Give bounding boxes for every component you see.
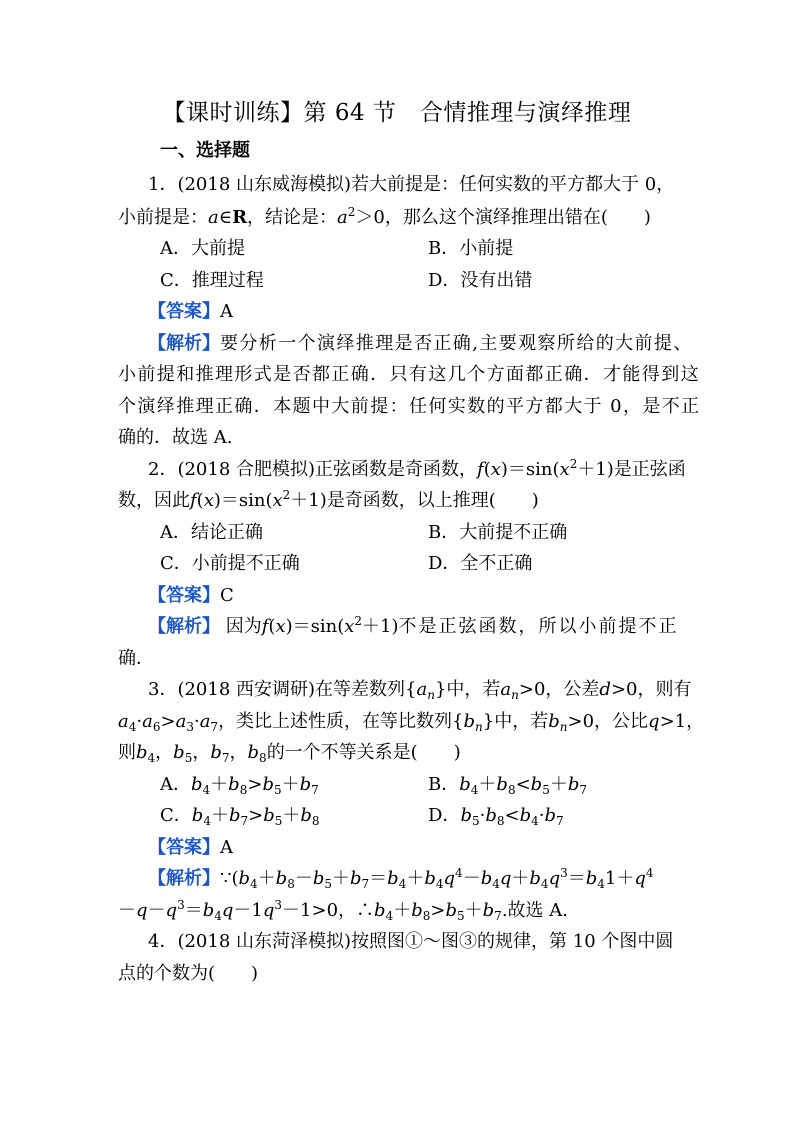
section-heading: 一、选择题	[160, 140, 250, 161]
q1-answer: 【答案】A	[148, 301, 233, 322]
q1-option-d: D．没有出错	[428, 270, 533, 291]
page-title: 【课时训练】第 64 节 合情推理与演绎推理	[162, 100, 632, 126]
q1-analysis-3: 个演绎推理正确．本题中大前提：任何实数的平方都大于 0，是不正	[118, 396, 701, 417]
q1-option-b: B．小前提	[428, 238, 514, 259]
q1-option-c: C．推理过程	[160, 270, 264, 291]
q1-analysis-4: 确的．故选 A.	[118, 427, 233, 448]
q1-analysis-2: 小前提和推理形式是否都正确．只有这几个方面都正确．才能得到这	[118, 364, 700, 385]
q3-option-d: D．$b_5\cdot b_8<b_4\cdot b_7$	[428, 805, 564, 828]
q3-answer: 【答案】A	[148, 837, 233, 858]
q3-option-c: C．$b_4+b_7>b_5+b_8$	[160, 805, 320, 828]
q1-option-a: A．大前提	[160, 238, 245, 259]
q2-answer: 【答案】C	[148, 585, 234, 606]
q4-line-2: 点的个数为( )	[118, 963, 259, 984]
q1-analysis-1: 【解析】要分析一个演绎推理是否正确,主要观察所给的大前提、	[148, 333, 693, 354]
analysis-tag: 【解析】	[148, 333, 220, 354]
q2-option-b: B．大前提不正确	[428, 522, 568, 543]
answer-tag: 【答案】	[148, 837, 220, 858]
q2-option-c: C．小前提不正确	[160, 553, 300, 574]
analysis-tag: 【解析】	[148, 868, 220, 889]
q1-line-1: 1．(2018 山东威海模拟)若大前提是：任何实数的平方都大于 0，	[148, 174, 675, 195]
q3-option-a: A．$b_4+b_8>b_5+b_7$	[160, 774, 319, 797]
q3-line-3: 则$b_4$，$b_5$，$b_7$，$b_8$的一个不等关系是( )	[118, 742, 461, 765]
q2-line-1: 2．(2018 合肥模拟)正弦函数是奇函数，$f(x)=\sin(x^2+1)$是正弦函	[148, 457, 686, 480]
q3-analysis-2: $-q-q^3=b_4q-1q^3-1>0$，$\therefore b_4+b_8>b_5+b_7$.故选 A.	[118, 898, 568, 923]
answer-tag: 【答案】	[148, 301, 220, 322]
analysis-tag: 【解析】	[148, 616, 220, 637]
q2-analysis-1: 【解析】 因为$f(x)=\sin(x^2+1)$不是正弦函数，所以小前提不正	[148, 614, 679, 637]
q2-analysis-2: 确．	[118, 648, 154, 669]
q2-line-2: 数，因此$f(x)=\sin(x^2+1)$是奇函数，以上推理( )	[118, 488, 539, 511]
q3-line-2: $a_4\cdot a_6>a_3\cdot a_7$，类比上述性质，在等比数列$\{b_n\}$中，若$b_n>0$，公比q>1，	[118, 711, 705, 734]
answer-tag: 【答案】	[148, 585, 220, 606]
q3-analysis-1: 【解析】$\because(b_4+b_8-b_5+b_7=b_4+b_4q^4-b_4q+b_4q^3=b_41+q^4$	[148, 866, 654, 891]
q4-line-1: 4．(2018 山东菏泽模拟)按照图①～图③的规律，第 10 个图中圆	[148, 931, 674, 952]
q2-option-d: D．全不正确	[428, 553, 533, 574]
q3-option-b: B．$b_4+b_8<b_5+b_7$	[428, 774, 588, 797]
q3-line-1: 3．(2018 西安调研)在等差数列$\{a_n\}$中，若$a_n>0$，公差d>0，则有	[148, 679, 692, 702]
q2-option-a: A．结论正确	[160, 522, 263, 543]
q1-line-2: 小前提是：a∈R，结论是：$a^2>0$，那么这个演绎推理出错在( )	[118, 205, 651, 228]
